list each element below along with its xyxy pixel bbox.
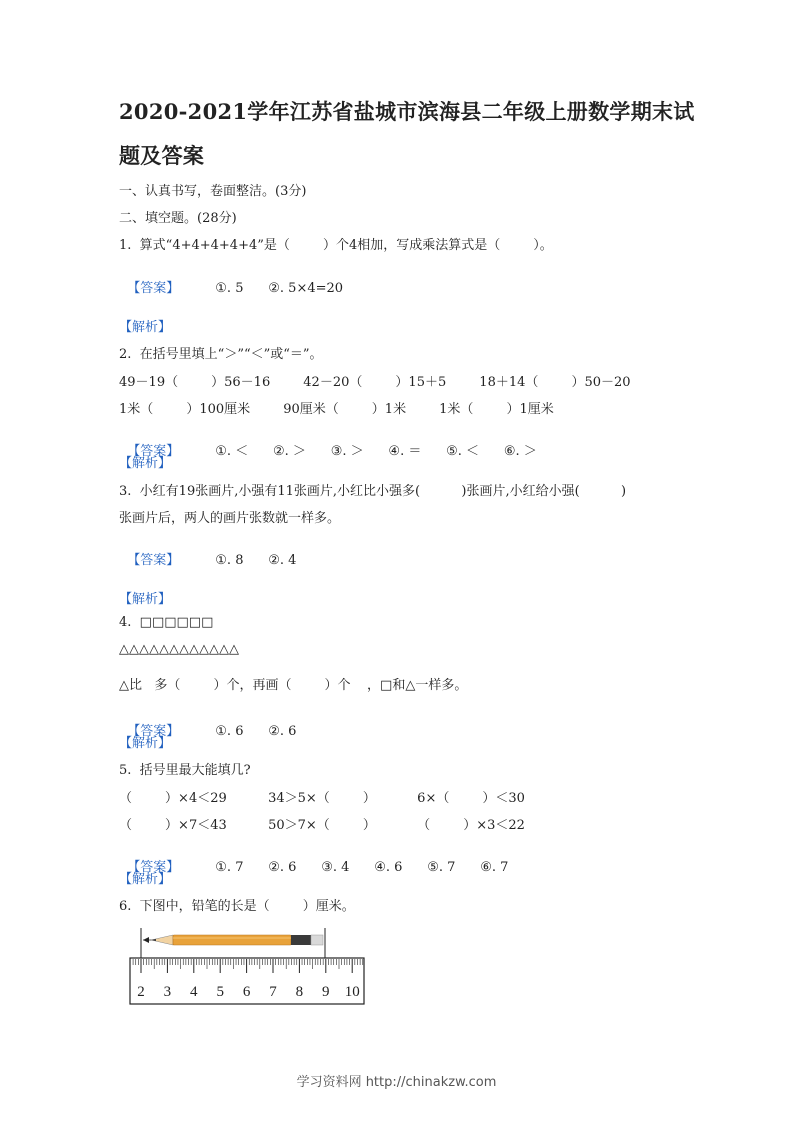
question-2: 2. 在括号里填上“＞”“＜”或“＝”。 (119, 347, 323, 362)
answer-3-values: ①. 8 ②. 4 (215, 553, 297, 568)
question-4-line-3: △比 多（ ）个，再画（ ）个 ，□和△一样多。 (119, 678, 468, 693)
ruler-diagram (129, 926, 367, 1006)
question-5: 5. 括号里最大能填几? (119, 763, 251, 778)
answer-5 (119, 841, 508, 875)
section-2-heading: 二、填空题。(28分) (119, 211, 237, 226)
ruler-number: 2 (137, 984, 145, 1000)
arrow-left-icon (143, 937, 149, 943)
answer-label: 【答案】 (127, 553, 180, 568)
answer-label: 【答案】 (127, 724, 180, 739)
pencil-ruler-figure (129, 926, 367, 1006)
page-title-line1: 2020-2021学年江苏省盐城市滨海县二年级上册数学期末试 (119, 99, 695, 124)
section-1-heading: 一、认真书写，卷面整洁。(3分) (119, 184, 307, 199)
analysis-label-5: 【解析】 (119, 872, 172, 887)
question-6: 6. 下图中，铅笔的长是（ ）厘米。 (119, 899, 355, 914)
question-5-row-1: （ ）×4＜29 34＞5×（ ） 6×（ ）＜30 (119, 791, 525, 806)
analysis-label-1: 【解析】 (119, 320, 172, 335)
question-3-line-2: 张画片后，两人的画片张数就一样多。 (119, 511, 341, 526)
ruler-number: 6 (242, 984, 251, 1000)
question-2-row-2: 1米（ ）100厘米 90厘米（ ）1米 1米（ ）1厘米 (119, 402, 554, 417)
pencil-body (173, 935, 291, 945)
question-4-line-1: 4. □□□□□□ (119, 615, 214, 630)
answer-2 (119, 425, 537, 459)
ruler-number: 7 (269, 984, 277, 1000)
question-5-row-2: （ ）×7＜43 50＞7×（ ） （ ）×3＜22 (119, 818, 525, 833)
question-4-line-2: △△△△△△△△△△△△ (119, 642, 239, 657)
pencil-band (291, 935, 311, 945)
answer-2-values: ①. ＜ ②. ＞ ③. ＞ ④. ＝ ⑤. ＜ ⑥. ＞ (215, 444, 537, 459)
page-title-line2: 题及答案 (119, 143, 205, 168)
footer-watermark: 学习资料网 http://chinakzw.com (296, 1075, 497, 1090)
question-3-line-1: 3. 小红有19张画片,小强有11张画片,小红比小强多( )张画片,小红给小强( ) (119, 484, 627, 499)
ruler-number: 8 (295, 984, 304, 1000)
analysis-label-2: 【解析】 (119, 456, 172, 471)
answer-3 (119, 534, 296, 568)
answer-1-values: ①. 5 ②. 5×4=20 (215, 281, 344, 296)
ruler-number: 9 (322, 984, 330, 1000)
analysis-label-4: 【解析】 (119, 736, 172, 751)
answer-4-values: ①. 6 ②. 6 (215, 724, 297, 739)
ruler-number: 3 (163, 984, 172, 1000)
analysis-label-3: 【解析】 (119, 592, 172, 607)
question-1: 1. 算式“4+4+4+4+4”是（ ）个4相加，写成乘法算式是（ ）。 (119, 238, 553, 253)
answer-label: 【答案】 (127, 281, 180, 296)
answer-5-values: ①. 7 ②. 6 ③. 4 ④. 6 ⑤. 7 ⑥. 7 (215, 860, 509, 875)
ruler-numbers (137, 984, 359, 1000)
ruler-number: 10 (344, 984, 360, 1000)
answer-label: 【答案】 (127, 860, 180, 875)
answer-label: 【答案】 (127, 444, 180, 459)
answer-1 (119, 262, 343, 296)
question-2-row-1: 49－19（ ）56－16 42－20（ ）15＋5 18＋14（ ）50－20 (119, 375, 631, 390)
pencil-eraser (311, 935, 323, 945)
ruler-number: 5 (216, 984, 224, 1000)
ruler-number: 4 (190, 984, 198, 1000)
